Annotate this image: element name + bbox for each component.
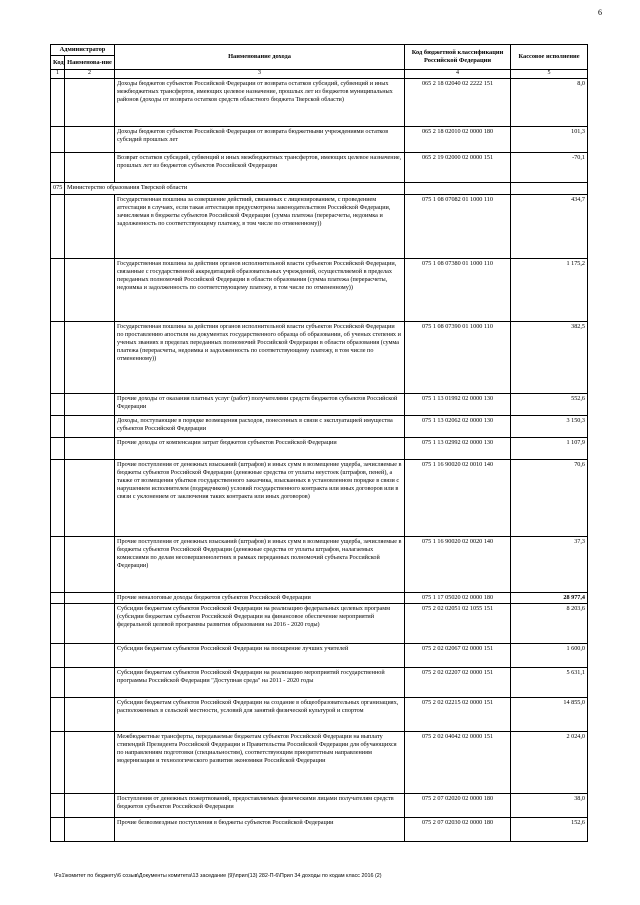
amount: 1 600,0 <box>511 643 588 667</box>
income-name: Поступления от денежных пожертвований, предоставляемых физическими лицами получателям средств бюджетов субъектов Российской Федерации <box>115 793 405 817</box>
income-table <box>50 44 588 842</box>
amount: -70,1 <box>511 152 588 182</box>
cash-header: Кассовое исполнение <box>511 45 588 70</box>
income-name: Прочие доходы от компенсации затрат бюджетов субъектов Российской Федерации <box>115 437 405 459</box>
budget-code: 075 1 13 01992 02 0000 130 <box>405 393 511 415</box>
amount: 70,6 <box>511 459 588 536</box>
budget-code: 075 2 07 02030 02 0000 180 <box>405 817 511 841</box>
amount: 1 175,2 <box>511 258 588 321</box>
amount: 3 150,3 <box>511 415 588 437</box>
budget-code: 065 2 19 02000 02 0000 151 <box>405 152 511 182</box>
income-name: Доходы бюджетов субъектов Российской Федерации от возврата остатков субсидий, субвенций и иных межбюджетных трансфертов, имеющих целевое назначение, прошлых лет из бюджетов муниципальных районов (доходы от возврата остатков средств областного бюджета Тверской области) <box>115 78 405 126</box>
budget-code: 065 2 18 02040 02 2222 151 <box>405 78 511 126</box>
amount: 28 977,4 <box>511 592 588 603</box>
budget-code: 075 2 02 02215 02 0000 151 <box>405 697 511 731</box>
amount: 14 855,0 <box>511 697 588 731</box>
amount: 2 024,0 <box>511 731 588 793</box>
amount: 1 107,9 <box>511 437 588 459</box>
budget-code: 075 2 02 02207 02 0000 151 <box>405 667 511 697</box>
income-name: Субсидии бюджетам субъектов Российской Федерации на создание в общеобразовательных организациях, расположенных в сельской местности, условий для занятий физической культурой и спортом <box>115 697 405 731</box>
income-name: Прочие поступления от денежных взысканий (штрафов) и иных сумм в возмещение ущерба, зачисляемые в бюджеты субъектов Российской Федерации (денежные средства от уплаты штрафов, налагаемых комиссиями по делам несовершеннолетних в рамках переданных полномочий субъекта Российской Федерации) <box>115 536 405 592</box>
budget-code: 075 1 08 07390 01 1000 110 <box>405 321 511 393</box>
table-row <box>51 697 588 731</box>
admin-header: Администратор <box>51 45 115 56</box>
amount: 5 631,1 <box>511 667 588 697</box>
budget-code: 075 1 16 90020 02 0010 140 <box>405 459 511 536</box>
section-name: Министерство образования Тверской области <box>65 182 405 194</box>
page-number: 6 <box>598 8 602 17</box>
table-row <box>51 126 588 152</box>
amount: 434,7 <box>511 194 588 258</box>
table-row <box>51 667 588 697</box>
section-row <box>51 182 588 194</box>
income-name: Субсидии бюджетам субъектов Российской Федерации на поощрение лучших учителей <box>115 643 405 667</box>
index-cell: 5 <box>511 70 588 79</box>
budget-code: 075 1 17 05020 02 0000 180 <box>405 592 511 603</box>
code-header: Код <box>51 56 65 70</box>
income-name: Субсидии бюджетам субъектов Российской Федерации на реализацию федеральных целевых программ (субсидии бюджетам субъектов Российской Федерации на финансовое обеспечение мероприятий федеральной целевой программы развития образования на 2016 - 2020 годы) <box>115 603 405 643</box>
table-row <box>51 793 588 817</box>
budget-code: 075 1 13 02062 02 0000 130 <box>405 415 511 437</box>
income-name: Доходы бюджетов субъектов Российской Федерации от возврата бюджетными учреждениями остатков субсидий прошлых лет <box>115 126 405 152</box>
table-row <box>51 459 588 536</box>
amount: 552,6 <box>511 393 588 415</box>
table-row <box>51 393 588 415</box>
budget-code: 065 2 18 02010 02 0000 180 <box>405 126 511 152</box>
budget-code-header: Код бюджетной классификации Российской Федерации <box>405 45 511 70</box>
table-row <box>51 643 588 667</box>
table-row <box>51 321 588 393</box>
income-name-header: Наименование дохода <box>115 45 405 70</box>
budget-code: 075 2 02 02051 02 1055 151 <box>405 603 511 643</box>
table-row <box>51 817 588 841</box>
amount: 8 203,6 <box>511 603 588 643</box>
section-code: 075 <box>51 182 65 194</box>
table-row <box>51 152 588 182</box>
income-name: Доходы, поступающие в порядке возмещения расходов, понесенных в связи с эксплуатацией имущества субъектов Российской Федерации <box>115 415 405 437</box>
index-cell: 4 <box>405 70 511 79</box>
income-name: Государственная пошлина за совершение действий, связанных с лицензированием, с проведением аттестации в случаях, если такая аттестация предусмотрена законодательством Российской Федерации, зачисляемая в бюджеты субъектов Российской Федерации (сумма платежа (перерасчеты, недоимка и задолженность по соответствующему платежу, в том числе по отмененному)) <box>115 194 405 258</box>
table-row <box>51 437 588 459</box>
table-row <box>51 415 588 437</box>
income-name: Государственная пошлина за действия органов исполнительной власти субъектов Российской Федерации по проставлению апостиля на документах государственного образца об образовании, об ученых степенях и ученых званиях в пределах переданных полномочий Российской Федерации в области образования (сумма платежа (перерасчеты, недоимка и задолженность по соответствующему платежу, в том числе по отмененному)) <box>115 321 405 393</box>
table-row <box>51 536 588 592</box>
amount: 382,5 <box>511 321 588 393</box>
budget-code: 075 1 13 02992 02 0000 130 <box>405 437 511 459</box>
index-cell: 3 <box>115 70 405 79</box>
amount: 37,3 <box>511 536 588 592</box>
index-cell: 1 <box>51 70 65 79</box>
table-row <box>51 592 588 603</box>
table-row <box>51 78 588 126</box>
income-name: Прочие безвозмездные поступления в бюджеты субъектов Российской Федерации <box>115 817 405 841</box>
income-name: Возврат остатков субсидий, субвенций и иных межбюджетных трансфертов, имеющих целевое назначение, прошлых лет из бюджетов субъектов Российской Федерации <box>115 152 405 182</box>
index-cell: 2 <box>65 70 115 79</box>
amount: 101,3 <box>511 126 588 152</box>
amount: 152,6 <box>511 817 588 841</box>
table-row <box>51 731 588 793</box>
income-name: Прочие неналоговые доходы бюджетов субъектов Российской Федерации <box>115 592 405 603</box>
income-name: Прочие доходы от оказания платных услуг (работ) получателями средств бюджетов субъектов Российской Федерации <box>115 393 405 415</box>
table-row <box>51 258 588 321</box>
budget-code: 075 2 02 04042 02 0000 151 <box>405 731 511 793</box>
income-name: Государственная пошлина за действия органов исполнительной власти субъектов Российской Федерации, связанные с государственной аккредитацией образовательных учреждений, осуществляемой в пределах переданных полномочий Российской Федерации в области образования (сумма платежа (перерасчеты, недоимка и задолженность по соответствующему платежу, в том числе по отмененному)) <box>115 258 405 321</box>
budget-code: 075 1 08 07380 01 1000 110 <box>405 258 511 321</box>
table-row <box>51 194 588 258</box>
amount: 8,0 <box>511 78 588 126</box>
income-name: Межбюджетные трансферты, передаваемые бюджетам субъектов Российской Федерации на выплату стипендий Президента Российской Федерации и Правительства Российской Федерации для обучающихся по направлениям подготовки (специальностям), соответствующим приоритетным направлениям модернизации и технологического развития экономики Российской Федерации <box>115 731 405 793</box>
table-row <box>51 603 588 643</box>
income-name: Прочие поступления от денежных взысканий (штрафов) и иных сумм в возмещение ущерба, зачисляемые в бюджеты субъектов Российской Федерации (денежные средства от уплаты неустоек (штрафов, пеней), а также от возмещения убытков государственного заказчика, взысканных в установленном порядке в связи с нарушением исполнителем (подрядчиком) условий государственного контракта или иных договоров или в связи с уклонением от заключения таких контракта или иных договоров) <box>115 459 405 536</box>
amount: 38,0 <box>511 793 588 817</box>
budget-code: 075 2 07 02020 02 0000 180 <box>405 793 511 817</box>
file-path-footer: \Fs1\комитет по бюджету\6 созыв\Документы комитета\13 заседание (9)\прил(13) 282-П-6\Прил 34 доходы по кодам класс 2016 (2) <box>54 873 382 879</box>
admin-name-header: Наименова-ние <box>65 56 115 70</box>
budget-code: 075 1 16 90020 02 0020 140 <box>405 536 511 592</box>
budget-code: 075 1 08 07082 01 1000 110 <box>405 194 511 258</box>
budget-code: 075 2 02 02067 02 0000 151 <box>405 643 511 667</box>
income-name: Субсидии бюджетам субъектов Российской Федерации на реализацию мероприятий государственной программы Российской Федерации "Доступная среда" на 2011 - 2020 годы <box>115 667 405 697</box>
